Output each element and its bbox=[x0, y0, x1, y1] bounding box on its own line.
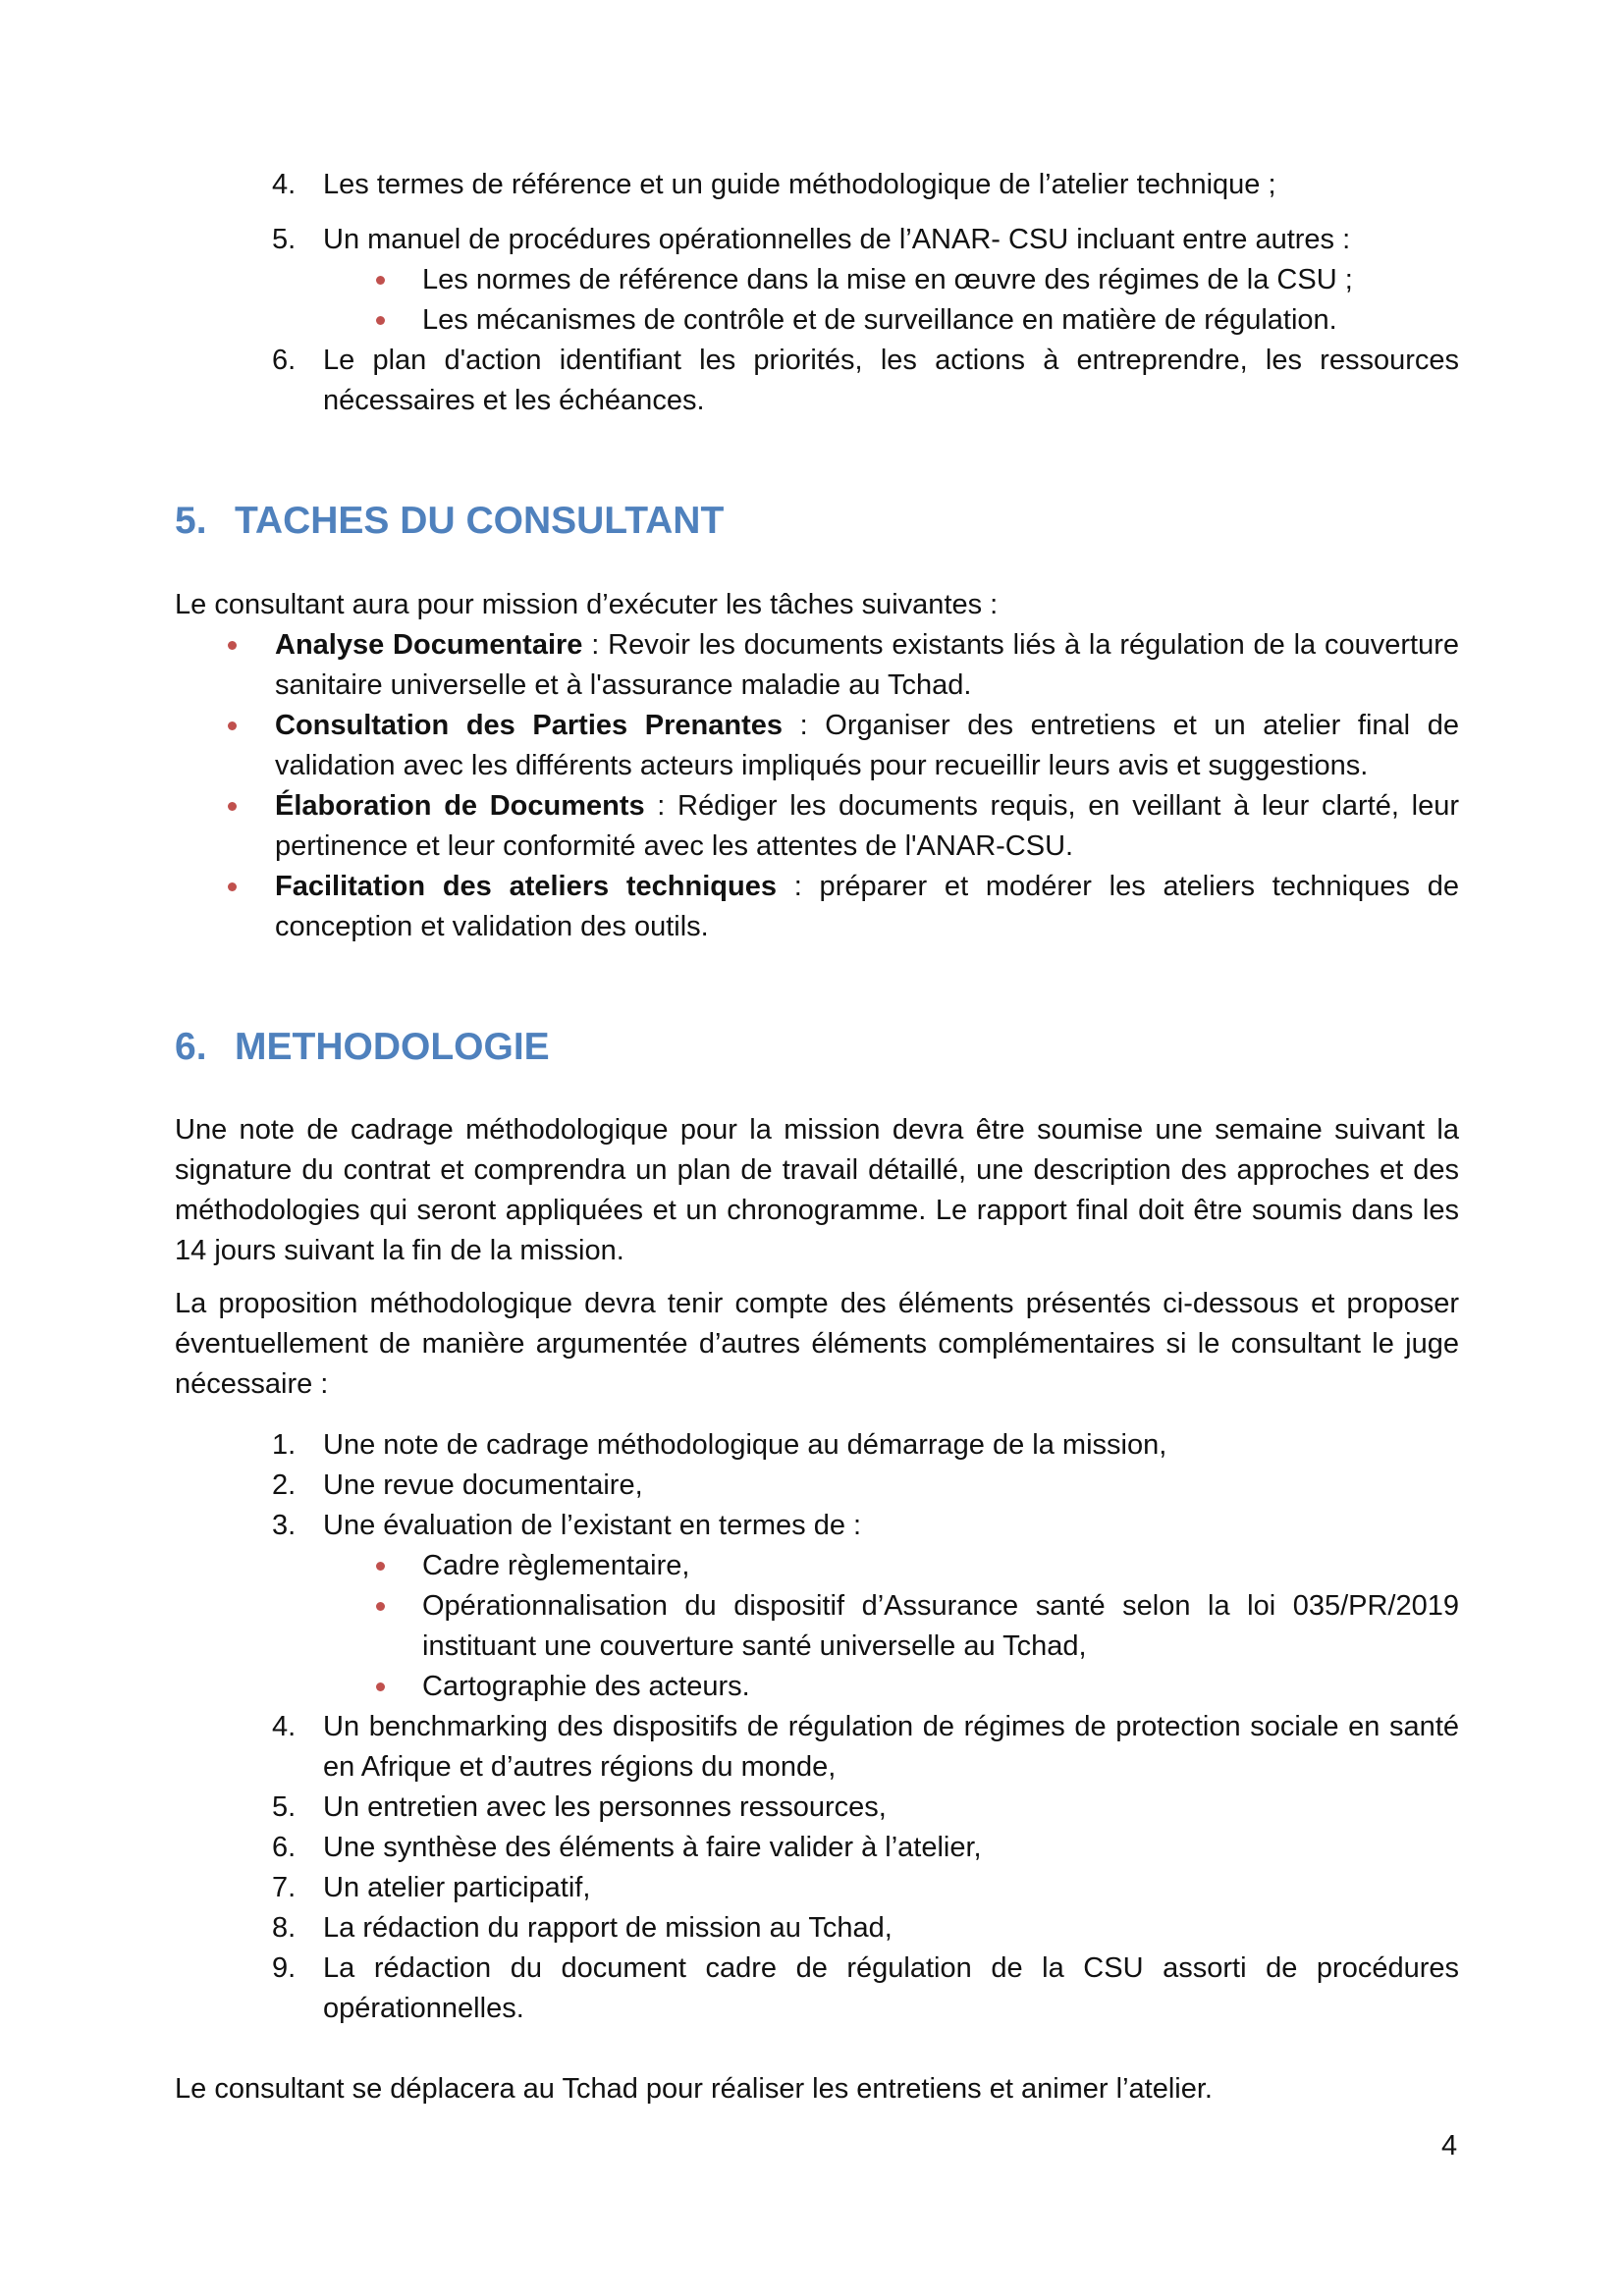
item-number: 4. bbox=[272, 169, 297, 200]
task-title: Facilitation des ateliers techniques bbox=[275, 871, 777, 902]
item-text: La rédaction du document cadre de régulation de la CSU assorti de procédures opérationnelles. bbox=[323, 1952, 1459, 2024]
item-number: 9. bbox=[272, 1952, 297, 1984]
bullet-text: Les normes de référence dans la mise en œuvre des régimes de la CSU ; bbox=[422, 264, 1353, 295]
sub-bullet-item bbox=[175, 1667, 1459, 1707]
section-title: TACHES DU CONSULTANT bbox=[235, 500, 725, 542]
page-content bbox=[175, 165, 1459, 2109]
task-title: Consultation des Parties Prenantes bbox=[275, 710, 783, 741]
item-text: Les termes de référence et un guide méthodologique de l’atelier technique ; bbox=[323, 169, 1276, 200]
bullet-icon bbox=[376, 316, 385, 325]
sub-bullet-item bbox=[175, 1546, 1459, 1586]
sub-bullet-item bbox=[175, 260, 1459, 300]
bullet-icon bbox=[228, 641, 237, 650]
item-text: Un manuel de procédures opérationnelles de l’ANAR- CSU incluant entre autres : bbox=[323, 224, 1351, 255]
task-item bbox=[175, 706, 1459, 786]
bullet-icon bbox=[228, 882, 237, 891]
item-text: Une synthèse des éléments à faire valider à l’atelier, bbox=[323, 1832, 982, 1863]
numbered-item bbox=[175, 1506, 1459, 1546]
task-text: : Organiser des entretiens et un atelier final de validation avec les différents acteurs impliqués pour recueillir leurs avis et suggestions. bbox=[275, 710, 1459, 781]
item-text: Un entretien avec les personnes ressources, bbox=[323, 1791, 887, 1823]
item-number: 4. bbox=[272, 1711, 297, 1742]
item-text: Un atelier participatif, bbox=[323, 1872, 591, 1903]
numbered-item bbox=[175, 1828, 1459, 1868]
item-text: Un benchmarking des dispositifs de régulation de régimes de protection sociale en santé en Afrique et d’autres régions du monde, bbox=[323, 1711, 1459, 1783]
sub-bullet-item bbox=[175, 300, 1459, 341]
item-number: 8. bbox=[272, 1912, 297, 1944]
methodology-paragraph-1: Une note de cadrage méthodologique pour la mission devra être soumise une semaine suivant la signature du contrat et comprendra un plan de travail détaillé, une description des approches et des méthodologies qui seront appliquées et un chronogramme. Le rapport final doit être soumis dans les 14 jours suivant la fin de la mission. bbox=[175, 1114, 1459, 1266]
bullet-text: Cadre règlementaire, bbox=[422, 1550, 690, 1581]
item-text: Le plan d'action identifiant les priorités, les actions à entreprendre, les ressources nécessaires et les échéances. bbox=[323, 345, 1459, 416]
bullet-icon bbox=[376, 1602, 385, 1611]
numbered-item bbox=[175, 220, 1459, 260]
numbered-item bbox=[175, 1949, 1459, 2029]
task-text: : Rédiger les documents requis, en veillant à leur clarté, leur pertinence et leur conformité avec les attentes de l'ANAR-CSU. bbox=[275, 790, 1459, 862]
numbered-item bbox=[175, 1466, 1459, 1506]
task-text: : Revoir les documents existants liés à la régulation de la couverture sanitaire universelle et à l'assurance maladie au Tchad. bbox=[275, 629, 1460, 701]
item-number: 6. bbox=[272, 345, 297, 376]
numbered-item bbox=[175, 165, 1459, 205]
numbered-item bbox=[175, 341, 1459, 421]
item-number: 5. bbox=[272, 1791, 297, 1823]
bullet-text: Les mécanismes de contrôle et de surveillance en matière de régulation. bbox=[422, 304, 1337, 336]
numbered-item bbox=[175, 1908, 1459, 1949]
bullet-icon bbox=[376, 1562, 385, 1571]
section-5-heading bbox=[175, 498, 1459, 545]
task-title: Analyse Documentaire bbox=[275, 629, 583, 661]
section-number: 6. bbox=[175, 1026, 207, 1068]
item-text: Une évaluation de l’existant en termes de : bbox=[323, 1510, 862, 1541]
item-number: 6. bbox=[272, 1832, 297, 1863]
numbered-item bbox=[175, 1707, 1459, 1788]
section-title: METHODOLOGIE bbox=[235, 1026, 550, 1068]
item-text: Une note de cadrage méthodologique au démarrage de la mission, bbox=[323, 1429, 1167, 1461]
item-number: 5. bbox=[272, 224, 297, 255]
closing-paragraph: Le consultant se déplacera au Tchad pour réaliser les entretiens et animer l’atelier. bbox=[175, 2073, 1213, 2105]
page-number: 4 bbox=[1441, 2130, 1458, 2162]
numbered-item bbox=[175, 1788, 1459, 1828]
item-number: 1. bbox=[272, 1429, 297, 1461]
bullet-icon bbox=[376, 1682, 385, 1691]
item-text: La rédaction du rapport de mission au Tchad, bbox=[323, 1912, 893, 1944]
task-item bbox=[175, 786, 1459, 867]
bullet-text: Cartographie des acteurs. bbox=[422, 1671, 750, 1702]
task-item bbox=[175, 867, 1459, 947]
bullet-icon bbox=[228, 802, 237, 811]
sub-bullet-item bbox=[175, 1586, 1459, 1667]
methodology-paragraph-2: La proposition méthodologique devra tenir compte des éléments présentés ci-dessous et proposer éventuellement de manière argumentée d’autres éléments complémentaires si le consultant le juge nécessaire : bbox=[175, 1288, 1459, 1400]
section-6-heading bbox=[175, 1024, 1459, 1071]
section-number: 5. bbox=[175, 500, 207, 542]
item-text: Une revue documentaire, bbox=[323, 1469, 643, 1501]
item-number: 2. bbox=[272, 1469, 297, 1501]
task-title: Élaboration de Documents bbox=[275, 790, 645, 822]
item-number: 3. bbox=[272, 1510, 297, 1541]
bullet-text: Opérationnalisation du dispositif d’Assurance santé selon la loi 035/PR/2019 instituant une couverture santé universelle au Tchad, bbox=[422, 1590, 1459, 1662]
task-item bbox=[175, 625, 1459, 706]
numbered-item bbox=[175, 1868, 1459, 1908]
section-5-intro: Le consultant aura pour mission d’exécuter les tâches suivantes : bbox=[175, 589, 999, 620]
bullet-icon bbox=[228, 721, 237, 730]
task-text: : préparer et modérer les ateliers techniques de conception et validation des outils. bbox=[275, 871, 1459, 942]
item-number: 7. bbox=[272, 1872, 297, 1903]
numbered-item bbox=[175, 1425, 1459, 1466]
bullet-icon bbox=[376, 276, 385, 285]
